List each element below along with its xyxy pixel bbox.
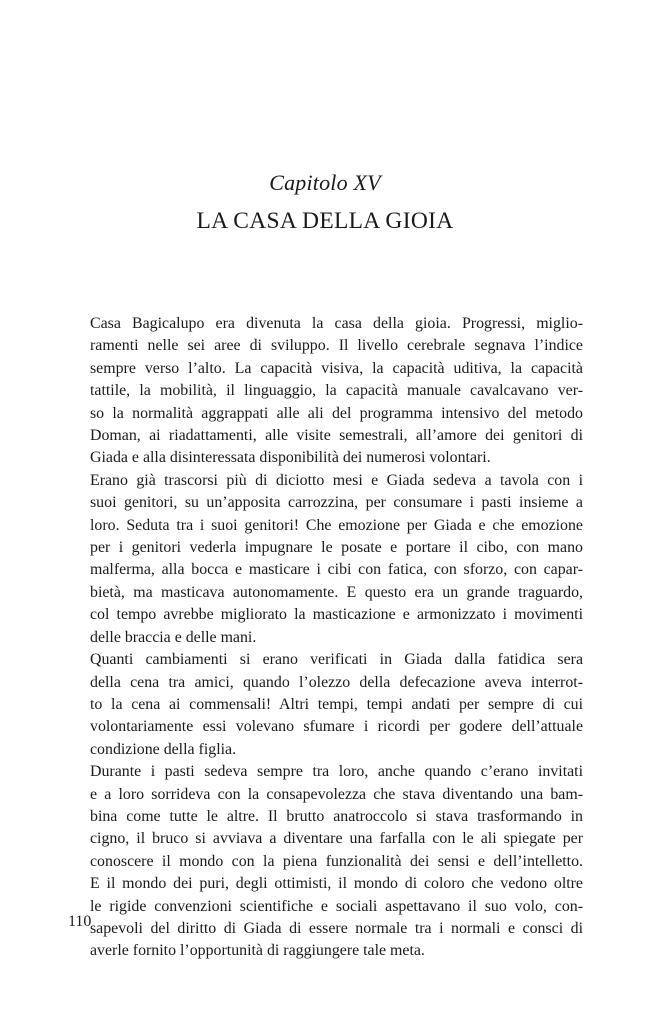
paragraph-1 [68,313,583,470]
text-line: loro. Seduta tra i suoi genitori! Che emozione per Giada e che emozione [90,516,583,534]
text-line: le rigide convenzioni scientifiche e sociali aspettavano il suo volo, con- [90,897,583,915]
text-line: sapevoli del diritto di Giada di essere normale tra i normali e consci di [90,919,583,937]
text-line: Durante i pasti sedeva sempre tra loro, anche quando c’erano invitati [90,763,583,781]
paragraph-4 [68,761,583,963]
text-line: Quanti cambiamenti si erano verificati in Giada dalla fatidica sera [90,651,583,669]
text-line: col tempo avrebbe migliorato la masticazione e armonizzato i movimenti [90,606,583,624]
text-line: malferma, alla bocca e masticare i cibi con fatica, con sforzo, con capar- [90,561,583,579]
text-line: Erano già trascorsi più di diciotto mesi e Giada sedeva a tavola con i [90,471,583,489]
chapter-label: Capitolo XV [269,170,381,195]
text-line: condizione della figlia. [90,740,237,758]
text-line: Doman, ai riadattamenti, alle visite semestrali, all’amore dei genitori di [90,427,583,445]
text-line: sempre verso l’alto. La capacità visiva, la capacità uditiva, la capacità [90,359,583,377]
text-line: conoscere il mondo con la piena funzionalità dei sensi e dell’intelletto. [90,852,583,870]
text-line: bietà, ma masticava autonomamente. E questo era un grande traguardo, [90,583,583,601]
paragraph-2 [68,470,583,649]
text-line: per i genitori vederla impugnare le posate e portare il cibo, con mano [90,539,583,557]
text-line: Casa Bagicalupo era divenuta la casa della gioia. Progressi, miglio- [90,315,583,332]
text-line: delle braccia e delle mani. [90,628,257,646]
text-line: tattile, la mobilità, il linguaggio, la capacità manuale cavalcavano ver- [90,382,583,400]
text-line: bina come tutte le altre. Il brutto anatroccolo si stava trasformando in [90,807,583,825]
text-line: E il mondo dei puri, degli ottimisti, il mondo di coloro che vedono oltre [90,875,583,893]
page-number: 110 [68,913,92,930]
paragraph-3 [68,649,583,761]
text-line: volontariamente essi volevano sfumare i ricordi per godere dell’attuale [90,718,583,736]
chapter-title: LA CASA DELLA GIOIA [196,208,454,234]
text-line: e a loro sorrideva con la consapevolezza che stava diventando una bam- [90,785,583,803]
text-line: suoi genitori, su un’apposita carrozzina, per consumare i pasti insieme a [90,494,583,512]
text-line: averle fornito l’opportunità di raggiungere tale meta. [90,942,425,960]
text-line: Giada e alla disinteressata disponibilità dei numerosi volontari. [90,449,491,467]
text-line: della cena tra amici, quando l’olezzo della defecazione aveva interrot- [90,673,583,691]
text-line: ramenti nelle sei aree di sviluppo. Il livello cerebrale segnava l’indice [90,337,583,355]
text-line: so la normalità aggrappati alle ali del programma intensivo del metodo [90,404,583,422]
text-line: cigno, il bruco si avviava a diventare una farfalla con le ali spiegate per [90,830,583,848]
text-line: to la cena ai commensali! Altri tempi, tempi andati per sempre di cui [90,695,583,713]
body-text [68,313,583,963]
